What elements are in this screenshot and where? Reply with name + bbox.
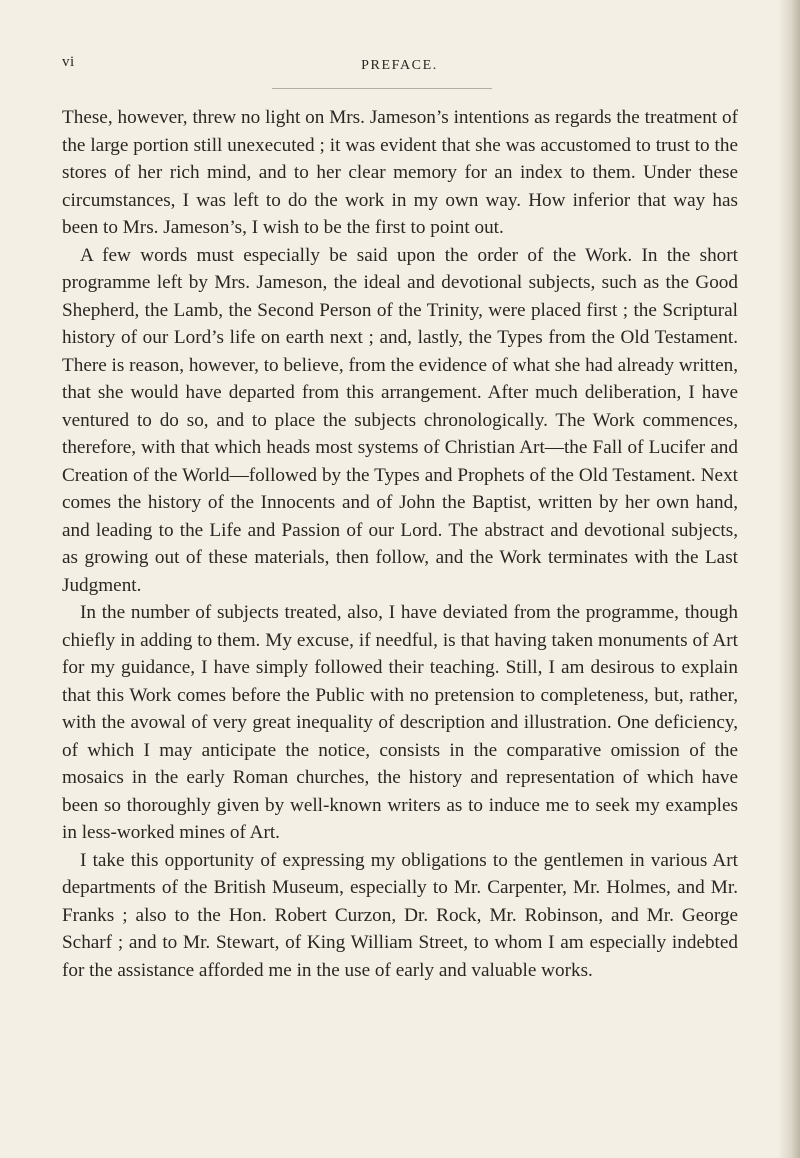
running-head bbox=[62, 54, 737, 78]
paragraph: In the number of subjects treated, also, I have deviated from the programme, though chiefly in adding to them. My excuse, if needful, is that having taken monuments of Art for my guidance, I have simply followed their teaching. Still, I am desirous to explain that this Work comes before the Public with no pretension to completeness, but, rather, with the avowal of very great inequality of description and illustration. One deficiency, of which I may anticipate the notice, consists in the comparative omission of the mosaics in the early Roman churches, the history and representation of which have been so thoroughly given by well-known writers as to induce me to seek my examples in less-worked mines of Art. bbox=[62, 602, 738, 843]
running-head-title: PREFACE. bbox=[361, 58, 438, 73]
body-text bbox=[62, 104, 738, 984]
header-rule bbox=[272, 88, 492, 89]
paragraph: A few words must especially be said upon the order of the Work. In the short programme left by Mrs. Jameson, the ideal and devotional subjects, such as the Good Shepherd, the Lamb, the Second Person of the Trinity, were placed first ; the Scriptural history of our Lord’s life on earth next ; and, lastly, the Types from the Old Testament. There is reason, however, to believe, from the evidence of what she had already written, that she would have departed from this arrangement. After much deliberation, I have ventured to do so, and to place the subjects chronologically. The Work commences, therefore, with that which heads most systems of Christian Art—the Fall of Lucifer and Creation of the World—followed by the Types and Prophets of the Old Testament. Next comes the history of the Innocents and of John the Baptist, written by her own hand, and leading to the Life and Passion of our Lord. The abstract and devotional subjects, as growing out of these materials, then follow, and the Work terminates with the Last Judgment. bbox=[62, 244, 738, 596]
paragraph: I take this opportunity of expressing my obligations to the gentlemen in various Art departments of the British Museum, especially to Mr. Carpenter, Mr. Holmes, and Mr. Franks ; also to the Hon. Robert Curzon, Dr. Rock, Mr. Robinson, and Mr. George Scharf ; and to Mr. Stewart, of King William Street, to whom I am especially indebted for the assistance afforded me in the use of early and valuable works. bbox=[62, 849, 738, 981]
page-number: vi bbox=[62, 54, 75, 70]
paragraph: These, however, threw no light on Mrs. Jameson’s intentions as regards the treatment of the large portion still unexecuted ; it was evident that she was accustomed to trust to the stores of her rich mind, and to her clear memory for an index to them. Under these circumstances, I was left to do the work in my own way. How inferior that way has been to Mrs. Jameson’s, I wish to be the first to point out. bbox=[62, 107, 738, 238]
page-edge-shadow bbox=[778, 0, 800, 1158]
